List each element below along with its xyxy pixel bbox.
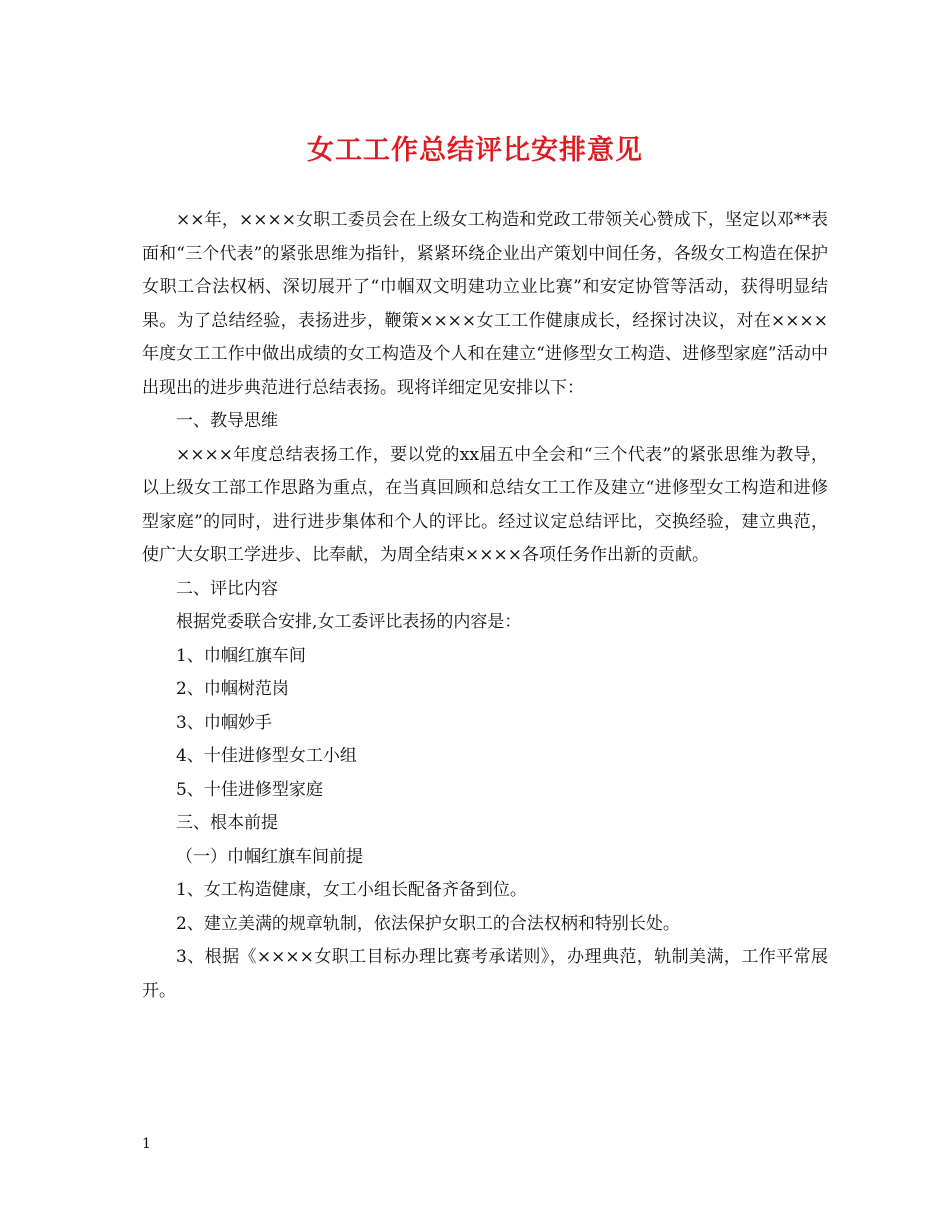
page-number: 1: [142, 1136, 151, 1152]
list-item: 1、女工构造健康，女工小组长配备齐备到位。: [176, 880, 527, 900]
list-item: 4、十佳进修型女工小组: [176, 746, 357, 766]
section-heading-guiding-thought: 一、教导思维: [176, 411, 278, 431]
list-item: 2、巾帼树范岗: [176, 679, 289, 699]
subsection-heading: （一）巾帼红旗车间前提: [176, 846, 363, 867]
document-title: 女工工作总结评比安排意见: [307, 135, 643, 166]
paragraph-guiding-thought: ××××年度总结表扬工作，要以党的xx届五中全会和“三个代表”的紧张思维为教导，以上级女工部工作思路为重点，在当真回顾和总结女工工作及建立“进修型女工构造和进修型家庭”的同时，进行进步集体和个人的评比。经过议定总结评比，交换经验，建立典范，使广大女职工学进步、比奉献，为周全结束××××各项任务作出新的贡献。: [142, 444, 828, 565]
paragraph-intro: ××年，××××女职工委员会在上级女工构造和党政工带领关心赞成下，坚定以邓**表面和“三个代表”的紧张思维为指针，紧紧环绕企业出产策划中间任务，各级女工构造在保护女职工合法权柄、深切展开了“巾帼双文明建功立业比赛”和安定协管等活动，获得明显结果。为了总结经验，表扬进步，鞭策××××女工工作健康成长，经探讨决议，对在××××年度女工工作中做出成绩的女工构造及个人和在建立“进修型女工构造、进修型家庭”活动中出现出的进步典范进行总结表扬。现将详细定见安排以下：: [142, 210, 828, 398]
list-item: 3、根据《××××女职工目标办理比赛考承诺则》，办理典范，轨制美满，工作平常展开。: [142, 947, 828, 1001]
paragraph-evaluation-intro: 根据党委联合安排,女工委评比表扬的内容是：: [176, 612, 522, 632]
list-item: 1、巾帼红旗车间: [176, 645, 306, 666]
list-item: 3、巾帼妙手: [176, 712, 272, 733]
list-item: 5、十佳进修型家庭: [176, 779, 323, 800]
section-heading-basic-conditions: 三、根本前提: [176, 813, 278, 833]
list-item: 2、建立美满的规章轨制，依法保护女职工的合法权柄和特别长处。: [176, 913, 680, 934]
document-body: [142, 204, 828, 1008]
section-heading-evaluation-content: 二、评比内容: [176, 578, 278, 599]
